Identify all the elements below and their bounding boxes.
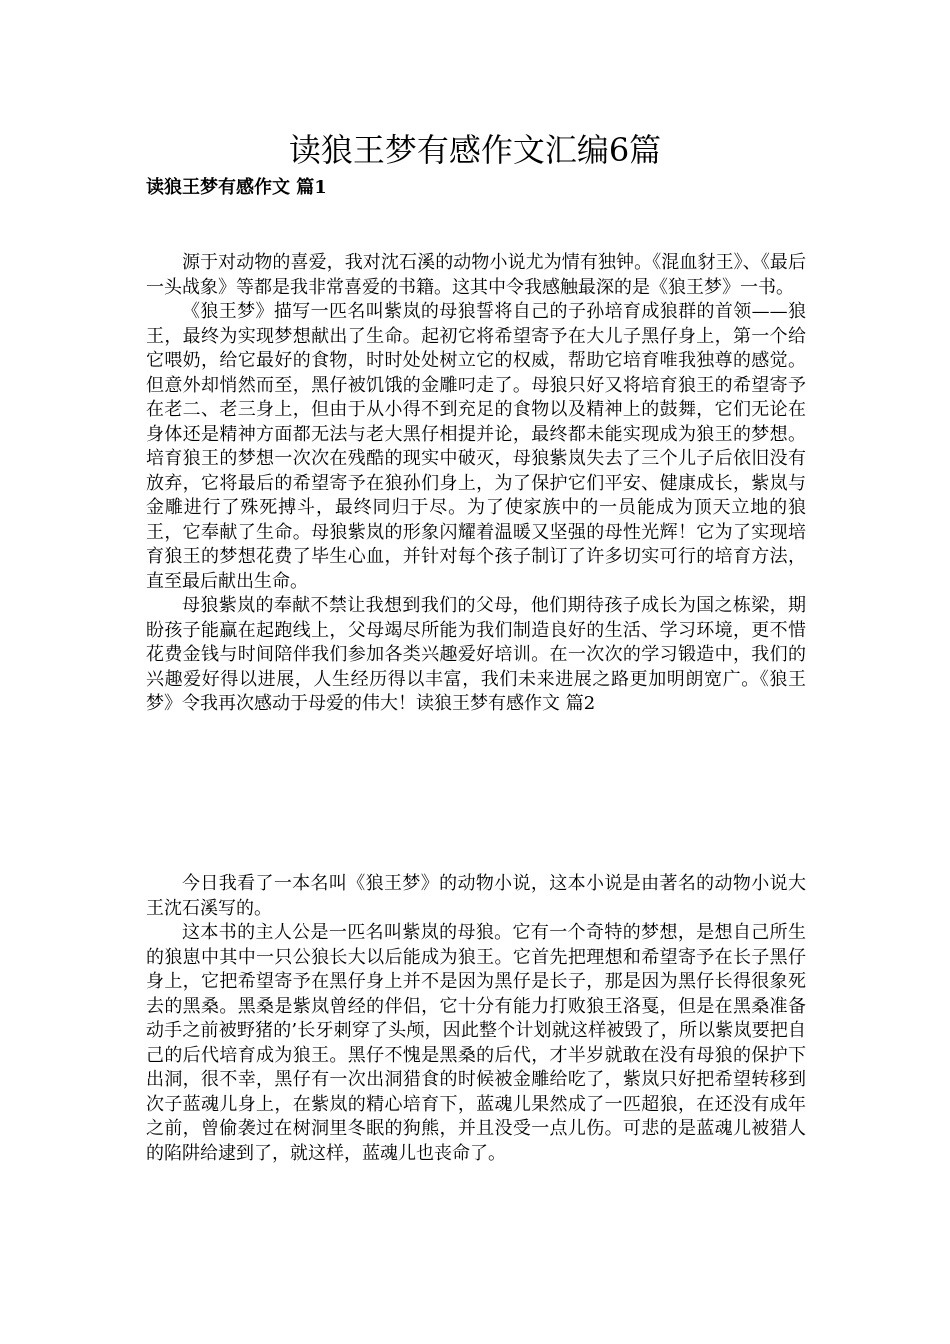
paragraph: 这本书的主人公是一匹名叫紫岚的母狼。它有一个奇特的梦想，是想自己所生的狼崽中其中一只公狼长大以后能成为狼王。它首先把理想和希望寄予在长子黑仔身上，它把希望寄予在黑仔身上并不是因为黑仔是长子，那是因为黑仔长得很象死去的黑桑。黑桑是紫岚曾经的伴侣，它十分有能力打败狼王洛戛，但是在黑桑准备动手之前被野猪的’长牙刺穿了头颅，因此整个计划就这样被毁了，所以紫岚要把自己的后代培育成为狼王。黑仔不愧是黑桑的后代，才半岁就敢在没有母狼的保护下出洞，很不幸，黑仔有一次出洞猎食的时候被金雕给吃了，紫岚只好把希望转移到次子蓝魂儿身上，在紫岚的精心培育下，蓝魂儿果然成了一匹超狼，在还没有成年之前，曾偷袭过在树洞里冬眠的狗熊，并且没受一点儿伤。可悲的是蓝魂儿被猎人的陷阱给逮到了，就这样，蓝魂儿也丧命了。 <box>146 922 806 1164</box>
document-title: 读狼王梦有感作文汇编6篇 <box>288 131 662 169</box>
paragraph: 今日我看了一本名叫《狼王梦》的动物小说，这本小说是由著名的动物小说大王沈石溪写的。 <box>146 873 806 919</box>
section-body-2 <box>146 872 806 1166</box>
section-heading-2: 读狼王梦有感作文 篇2 <box>416 693 596 714</box>
paragraph: 源于对动物的喜爱，我对沈石溪的动物小说尤为情有独钟。《混血豺王》、《最后一头战象》等都是我非常喜爱的书籍。这其中令我感触最深的是《狼王梦》一书。 <box>146 252 806 298</box>
section-body-1 <box>146 251 806 717</box>
paragraph: 《狼王梦》描写一匹名叫紫岚的母狼誓将自己的子孙培育成狼群的首领——狼王，最终为实现梦想献出了生命。起初它将希望寄予在大儿子黑仔身上，第一个给它喂奶，给它最好的食物，时时处处树立它的权威，帮助它培育唯我独尊的感觉。但意外却悄然而至，黑仔被饥饿的金雕叼走了。母狼只好又将培育狼王的希望寄予在老二、老三身上，但由于从小得不到充足的食物以及精神上的鼓舞，它们无论在身体还是精神方面都无法与老大黑仔相提并论，最终都未能实现成为狼王的梦想。培育狼王的梦想一次次在残酷的现实中破灭，母狼紫岚失去了三个儿子后依旧没有放弃，它将最后的希望寄予在狼孙们身上，为了保护它们平安、健康成长，紫岚与金雕进行了殊死搏斗，最终同归于尽。为了使家族中的一员能成为顶天立地的狼王，它奉献了生命。母狼紫岚的形象闪耀着温暖又坚强的母性光辉！它为了实现培育狼王的梦想花费了毕生心血，并针对每个孩子制订了许多切实可行的培育方法，直至最后献出生命。 <box>146 301 806 592</box>
paragraph-text: 母狼紫岚的奉献不禁让我想到我们的父母，他们期待孩子成长为国之栋梁，期盼孩子能赢在起跑线上，父母竭尽所能为我们制造良好的生活、学习环境，更不惜花费金钱与时间陪伴我们参加各类兴趣爱好培训。在一次次的学习锻造中，我们的兴趣爱好得以进展，人生经历得以丰富，我们未来进展之路更加明朗宽广。《狼王梦》令我再次感动于母爱的伟大！ <box>146 595 806 714</box>
section-heading-1: 读狼王梦有感作文 篇1 <box>146 177 327 198</box>
paragraph <box>146 594 806 717</box>
